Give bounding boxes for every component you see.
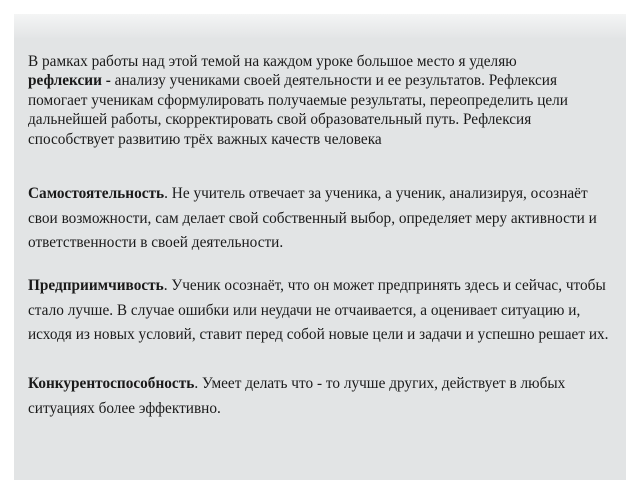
quality-term: Конкурентоспособность <box>28 375 195 392</box>
intro-paragraph <box>28 52 588 149</box>
quality-term: Предприимчивость <box>28 277 164 294</box>
quality-paragraph-competitiveness <box>28 372 613 421</box>
quality-paragraph-enterprise <box>28 274 613 348</box>
slide-content <box>14 38 626 480</box>
intro-text-rest: анализу учениками своей деятельности и ее результатов. Рефлексия помогает ученикам сформулировать получаемые результаты, переопределить цели дальнейшей работы, скорректировать свой образовательный путь. Рефлексия способствует развитию трёх важных качеств человека <box>28 72 568 148</box>
intro-text-start: В рамках работы над этой темой на каждом уроке большое место я уделяю <box>28 53 517 70</box>
quality-paragraph-independence <box>28 182 613 256</box>
intro-term-reflection: рефлексии - <box>28 72 111 90</box>
slide-header-band <box>14 14 626 38</box>
quality-text: . Ученик осознаёт, что он может предпринять здесь и сейчас, чтобы стало лучше. В случае ошибки или неудачи не отчаивается, а оценивает ситуацию и, исходя из новых условий, ставит перед собой новые цели и задачи и успешно решает их. <box>28 277 609 344</box>
quality-term: Самостоятельность <box>28 185 165 202</box>
quality-text: . Умеет делать что - то лучше других, действует в любых ситуациях более эффективно. <box>28 375 566 417</box>
quality-text: . Не учитель отвечает за ученика, а ученик, анализируя, осознаёт свои возможности, сам делает свой собственный выбор, определяет меру активности и ответственности в своей деятельности. <box>28 185 597 252</box>
